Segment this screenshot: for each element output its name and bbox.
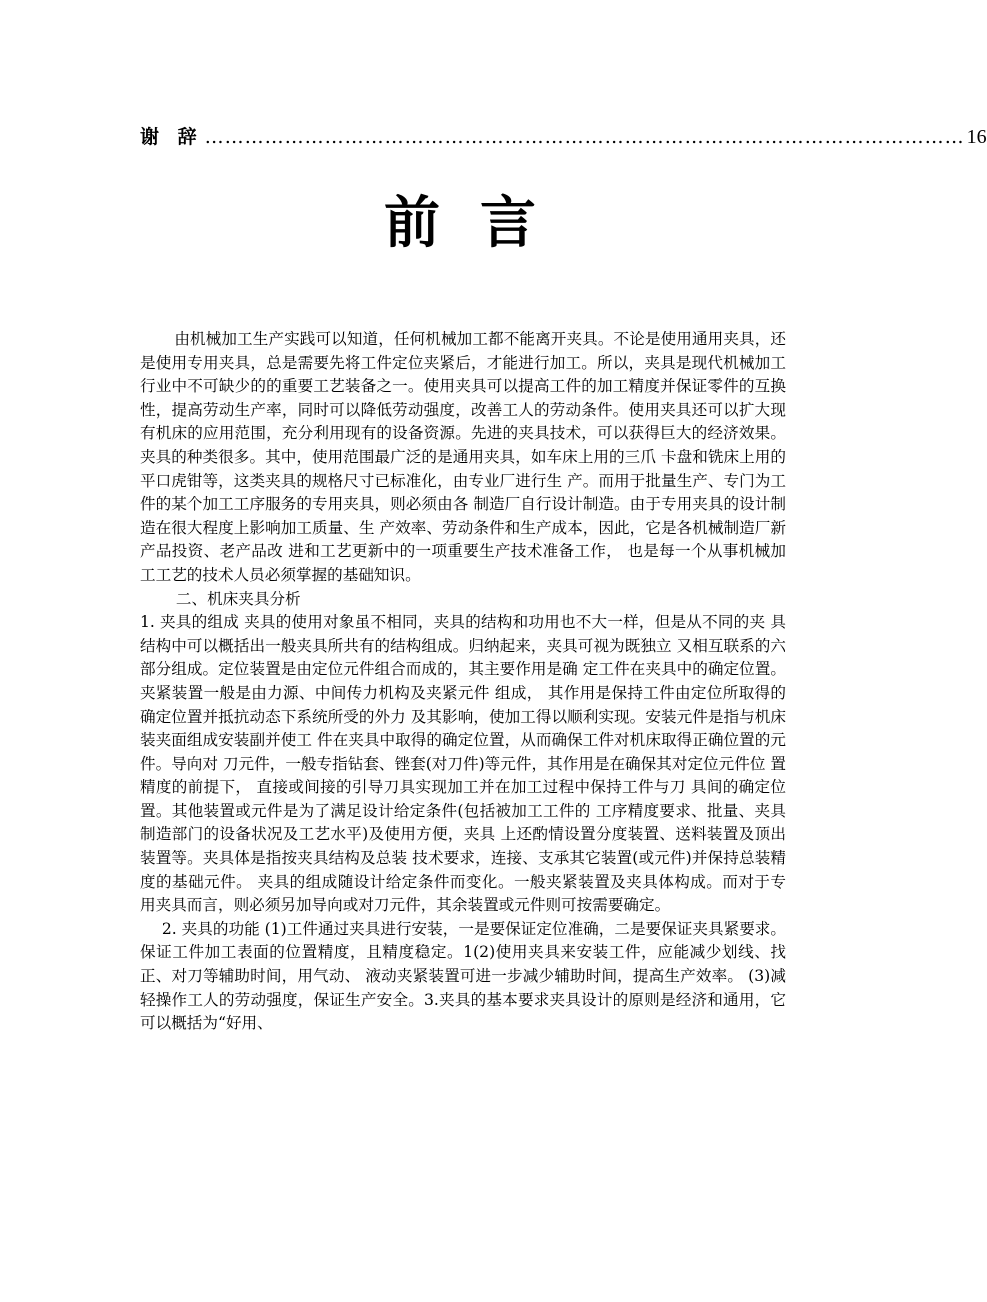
section-heading: 二、机床夹具分析	[175, 589, 301, 608]
paragraph-fixture-composition: 1. 夹具的组成 夹具的使用对象虽不相同，夹具的结构和功用也不大一样，但是从不同的夹 具结构中可以概括出一般夹具所共有的结构组成。归纳起来，夹具可视为既独立 又相互联系的六部分组成。定位装置是由定位元件组合而成的，其主要作用是确 定工件在夹具中的确定位置。夹紧装置一般是由力源、中间传力机构及夹紧元件 组成， 其作用是保持工件由定位所取得的确定位置并抵抗动态下系统所受的外力 及其影响，使加工得以顺利实现。安装元件是指与机床装夹面组成安装副并使工 件在夹具中取得的确定位置，从而确保工件对机床取得正确位置的元件。导向对 刀元件，一般专指钻套、锉套(对刀件)等元件，其作用是在确保其对定位元件位 置精度的前提下， 直接或间接的引导刀具实现加工并在加工过程中保持工件与刀 具间的确定位置。其他装置或元件是为了满足设计给定条件(包括被加工工件的 工序精度要求、批量、夹具制造部门的设备状况及工艺水平)及使用方便，夹具 上还酌情设置分度装置、送料装置及顶出装置等。夹具体是指按夹具结构及总装 技术要求，连接、支承其它装置(或元件)并保持总装精度的基础元件。 夹具的组成随设计给定条件而变化。一般夹紧装置及夹具体构成。而对于专 用夹具而言，则必须另加导向或对刀元件，其余装置或元件则可按需要确定。	[140, 613, 786, 915]
toc-page-number: 16	[966, 126, 987, 148]
document-body	[140, 328, 786, 1036]
intro-paragraph: 由机械加工生产实践可以知道，任何机械加工都不能离开夹具。不论是使用通用夹具，还是使用专用夹具，总是需要先将工件定位夹紧后，才能进行加工。所以，夹具是现代机械加工行业中不可缺少的的重要工艺装备之一。使用夹具可以提高工件的加工精度并保证零件的互换性，提高劳动生产率，同时可以降低劳动强度，改善工人的劳动条件。使用夹具还可以扩大现有机床的应用范围，充分利用现有的设备资源。先进的夹具技术，可以获得巨大的经济效果。 夹具的种类很多。其中，使用范围最广泛的是通用夹具，如车床上用的三爪 卡盘和铣床上用的平口虎钳等，这类夹具的规格尺寸已标准化，由专业厂进行生 产。而用于批量生产、专门为工件的某个加工工序服务的专用夹具，则必须由各 制造厂自行设计制造。由于专用夹具的设计制造在很大程度上影响加工质量、生 产效率、劳动条件和生产成本，因此，它是各机械制造厂新产品投资、老产品改 进和工艺更新中的一项重要生产技术准备工作， 也是每一个从事机械加工工艺的技术人员必须掌握的基础知识。	[140, 330, 786, 584]
toc-leader-dots: ……………………………………………………………………………………………………	[204, 126, 965, 148]
paragraph-fixture-function: 2. 夹具的功能 (1)工件通过夹具进行安装，一是要保证定位准确，二是要保证夹具紧要求。 保证工件加工表面的位置精度，且精度稳定。1(2)使用夹具来安装工件，应能减少划线、找正、对刀等辅助时间，用气动、 液动夹紧装置可进一步减少辅助时间，提高生产效率。 (3)减轻操作工人的劳动强度，保证生产安全。3.夹具的基本要求夹具设计的原则是经济和通用，它可以概括为“好用、	[140, 919, 786, 1033]
page-title: 前言	[384, 190, 576, 256]
toc-entry-title: 谢 辞	[140, 126, 203, 148]
toc-entry-acknowledgements[interactable]	[140, 122, 987, 152]
